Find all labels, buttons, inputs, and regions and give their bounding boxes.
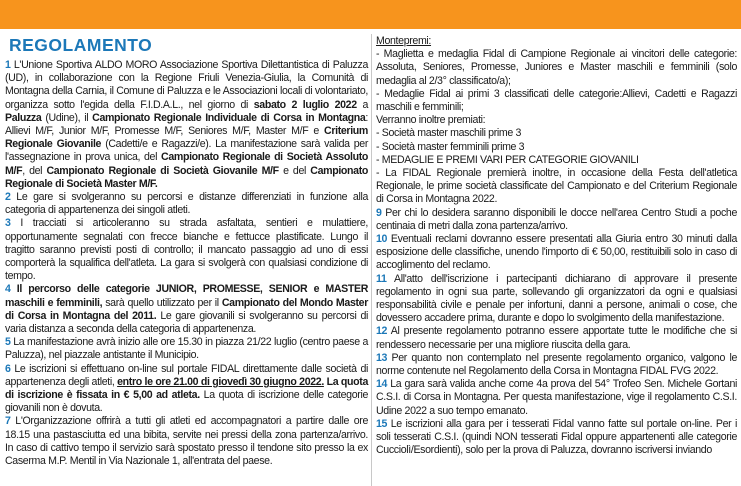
paragraph-text: La manifestazione avrà inizio alle ore 15.30 in piazza 21/22 luglio (centro paese a Paluzza), nel piazzale antistante il Municipio.	[5, 336, 368, 362]
paragraph-number: 2	[5, 191, 11, 204]
paragraph-text: Montepremi:	[376, 35, 432, 47]
paragraph	[376, 114, 737, 127]
paragraph	[376, 418, 737, 458]
paragraph	[5, 336, 368, 362]
paragraph-text: a	[356, 98, 368, 111]
paragraph-number: 1	[5, 59, 11, 71]
paragraph	[376, 352, 737, 378]
paragraph	[5, 283, 368, 336]
paragraph-text: Criterium Regionale Giovanile	[5, 125, 368, 151]
paragraph-text: Campionato Regionale Individuale di Corsa in Montagna	[92, 111, 366, 124]
paragraph	[5, 59, 368, 191]
paragraph-text: La quota di iscrizione è fissata in € 5,00 ad atleta.	[5, 375, 369, 402]
paragraph-number: 7	[5, 415, 11, 428]
paragraph-text: La gara sarà valida anche come 4a prova del 54° Trofeo Sen. Michele Gortani C.S.I. di Corsa in Montagna. Per questa manifestazione, vige il regolamento C.S.I. Udine 2022 a suo tempo emanato.	[376, 378, 737, 417]
paragraph	[5, 217, 368, 283]
paragraph	[376, 127, 737, 140]
paragraph-text: Campionato Regionale di Società Assoluto M/F	[5, 151, 368, 177]
paragraph	[376, 88, 737, 114]
paragraph-number: 9	[376, 206, 382, 219]
paragraph-text: All'atto dell'iscrizione i partecipanti dichiarano di approvare il presente regolamento in ogni sua parte, sollevando gli organizzatori da ogni e qualsiasi responsabilità civile e penale per infortuni, danni a persone, animali o cose, che dovessero accadere prima, durante e dopo lo svolgimento della manifestazione.	[376, 272, 737, 325]
paragraph-text: sarà quello utilizzato per il	[102, 296, 222, 309]
paragraph-text: entro le ore 21.00 di giovedì 30 giugno 2022.	[117, 375, 324, 388]
paragraph	[5, 415, 368, 468]
paragraph-number: 12	[376, 325, 388, 338]
paragraph	[376, 154, 737, 167]
paragraph	[376, 35, 737, 48]
paragraph	[376, 141, 737, 154]
header-bar	[0, 0, 741, 29]
paragraph	[376, 167, 737, 207]
paragraph	[5, 363, 368, 416]
paragraph-text: - Maglietta e medaglia Fidal di Campione Regionale ai vincitori delle categorie: Assoluta, Seniores, Promesse, Juniores e Master maschili e femminili (solo medaglia al 2/3° classificato/a);	[376, 48, 737, 87]
paragraph-text: Eventuali reclami dovranno essere presentati alla Giuria entro 30 minuti dalla esposizione delle classifiche, unendo l'importo di € 50,00, restituibili solo in caso di accoglimento del reclamo.	[376, 233, 737, 272]
paragraph-text: , del	[22, 164, 47, 177]
paragraph-text: Campionato Regionale di Società Master M/F.	[5, 164, 368, 190]
paragraph-text: - Società master femminili prime 3	[376, 140, 525, 153]
paragraph-number: 4	[5, 283, 11, 296]
paragraph-text: Per quanto non contemplato nel presente regolamento organico, valgono le norme contenute nel Regolamento della Corsa in Montagna FIDAL FVG 2022.	[376, 351, 737, 378]
paragraph-text: - Società master maschili prime 3	[376, 127, 522, 140]
paragraph-text: e del	[278, 164, 311, 177]
paragraph-number: 11	[376, 272, 387, 285]
paragraph-text: - MEDAGLIE E PREMI VARI PER CATEGORIE GIOVANILI	[376, 153, 639, 166]
paragraph-text: (Cadetti/e e Ragazzi/e). La manifestazione sarà valida per l'assegnazione in prova unica, del	[5, 138, 369, 164]
paragraph	[376, 273, 737, 326]
paragraph-text: Campionato Regionale di Società Giovanile M/F	[46, 164, 279, 177]
paragraph-text: L'Unione Sportiva ALDO MORO Associazione Sportiva Dilettantistica di Paluzza (UD), in collaborazione con la Regione Friuli Venezia-Giulia, la Comunità di Montagna della Carnia, il Comune di Paluzza e le Associazioni locali di volontariato, organizza sotto l'egida della F.I.D.A.L., nel giorno di	[5, 59, 368, 111]
paragraph-number: 13	[376, 351, 388, 364]
paragraph-text: Le gare si svolgeranno su percorsi e distanze differenziati in funzione alla categoria di appartenenza dei singoli atleti.	[5, 191, 368, 217]
paragraph-text: Al presente regolamento potranno essere apportate tutte le modifiche che si rendessero necessarie per una migliore riuscita della gara.	[376, 325, 737, 351]
paragraph-number: 14	[376, 378, 388, 391]
paragraph-text: Il percorso delle categorie JUNIOR, PROMESSE, SENIOR e MASTER maschili e femminili,	[5, 283, 368, 309]
section-title: REGOLAMENTO	[9, 35, 153, 55]
paragraph-text: - La FIDAL Regionale premierà inoltre, in occasione della Festa dell'atletica Regionale, le prime società classificate del Campionato e del Criterium Regionale di Corsa in Montagna 2022.	[376, 167, 737, 206]
paragraph-text: Verranno inoltre premiati:	[376, 114, 486, 127]
paragraph-number: 6	[5, 362, 11, 375]
paragraph-text: Le gare giovanili si svolgeranno su percorsi di varia distanza a seconda della categoria di appartenenza.	[5, 309, 369, 336]
paragraph	[376, 233, 737, 273]
paragraph-number: 15	[376, 417, 388, 430]
paragraph-number: 10	[376, 233, 388, 246]
paragraph	[376, 207, 737, 233]
paragraph	[5, 191, 368, 217]
left-column	[5, 35, 368, 468]
paragraph-text: I tracciati si articoleranno su strada asfaltata, sentieri e mulattiere, opportunamente segnalati con frecce bianche e fettucce plastificate. Lungo il tragitto saranno previsti posti di controllo; il mancato passaggio ad uno di essi comporterà la squalifica dell'atleta. La gara si svolgerà con qualsiasi condizione di tempo.	[5, 217, 368, 283]
paragraph-text: sabato 2 luglio 2022	[253, 98, 357, 111]
paragraph-text: (Udine), il	[41, 111, 93, 124]
paragraph	[376, 325, 737, 351]
paragraph-number: 5	[5, 336, 11, 349]
paragraph-text: La quota di iscrizione delle categorie giovanili non è dovuta.	[5, 389, 368, 415]
paragraph-text: Campionato del Mondo Master di Corsa in Montagna del 2011.	[5, 296, 368, 322]
column-divider	[371, 34, 372, 486]
paragraph	[376, 48, 737, 88]
paragraph	[376, 378, 737, 418]
paragraph-text: L'Organizzazione offrirà a tutti gli atleti ed accompagnatori a partire dalle ore 18.15 una pastasciutta ed una bibita, servite nei pressi della zona partenza/arrivo. In caso di cattivo tempo il servizio sarà spostato presso il tendone sito presso la ex Caserma M.P. Mentil in Via Nazionale 1, all'entrata del paese.	[5, 415, 368, 468]
paragraph-text: Paluzza	[5, 111, 42, 124]
paragraph-text: Le iscrizioni alla gara per i tesserati Fidal vanno fatte sul portale on-line. Per i soli tesserati C.S.I. (quindi NON tesserati Fidal oppure appartenenti alle categorie Cucciolì/Esordienti), solo per la prova di Paluzza, dovranno iscriversi inviando	[376, 417, 737, 457]
paragraph-number: 3	[5, 217, 11, 230]
paragraph-text: Per chi lo desidera saranno disponibili le docce nell'area Centro Studi a poche centinaia di metri dalla zona partenza/arrivo.	[376, 206, 737, 232]
right-column	[376, 35, 737, 458]
paragraph-text: - Medaglie Fidal ai primi 3 classificati delle categorie:Allievi, Cadetti e Ragazzi maschili e femminili;	[376, 87, 737, 114]
paragraph-text: Le iscrizioni si effettuano on-line sul portale FIDAL direttamente dalle società di appartenenza degli atleti,	[5, 362, 368, 388]
paragraph-text: : Allievi M/F, Junior M/F, Promesse M/F, Seniores M/F, Master M/F e	[5, 111, 368, 138]
